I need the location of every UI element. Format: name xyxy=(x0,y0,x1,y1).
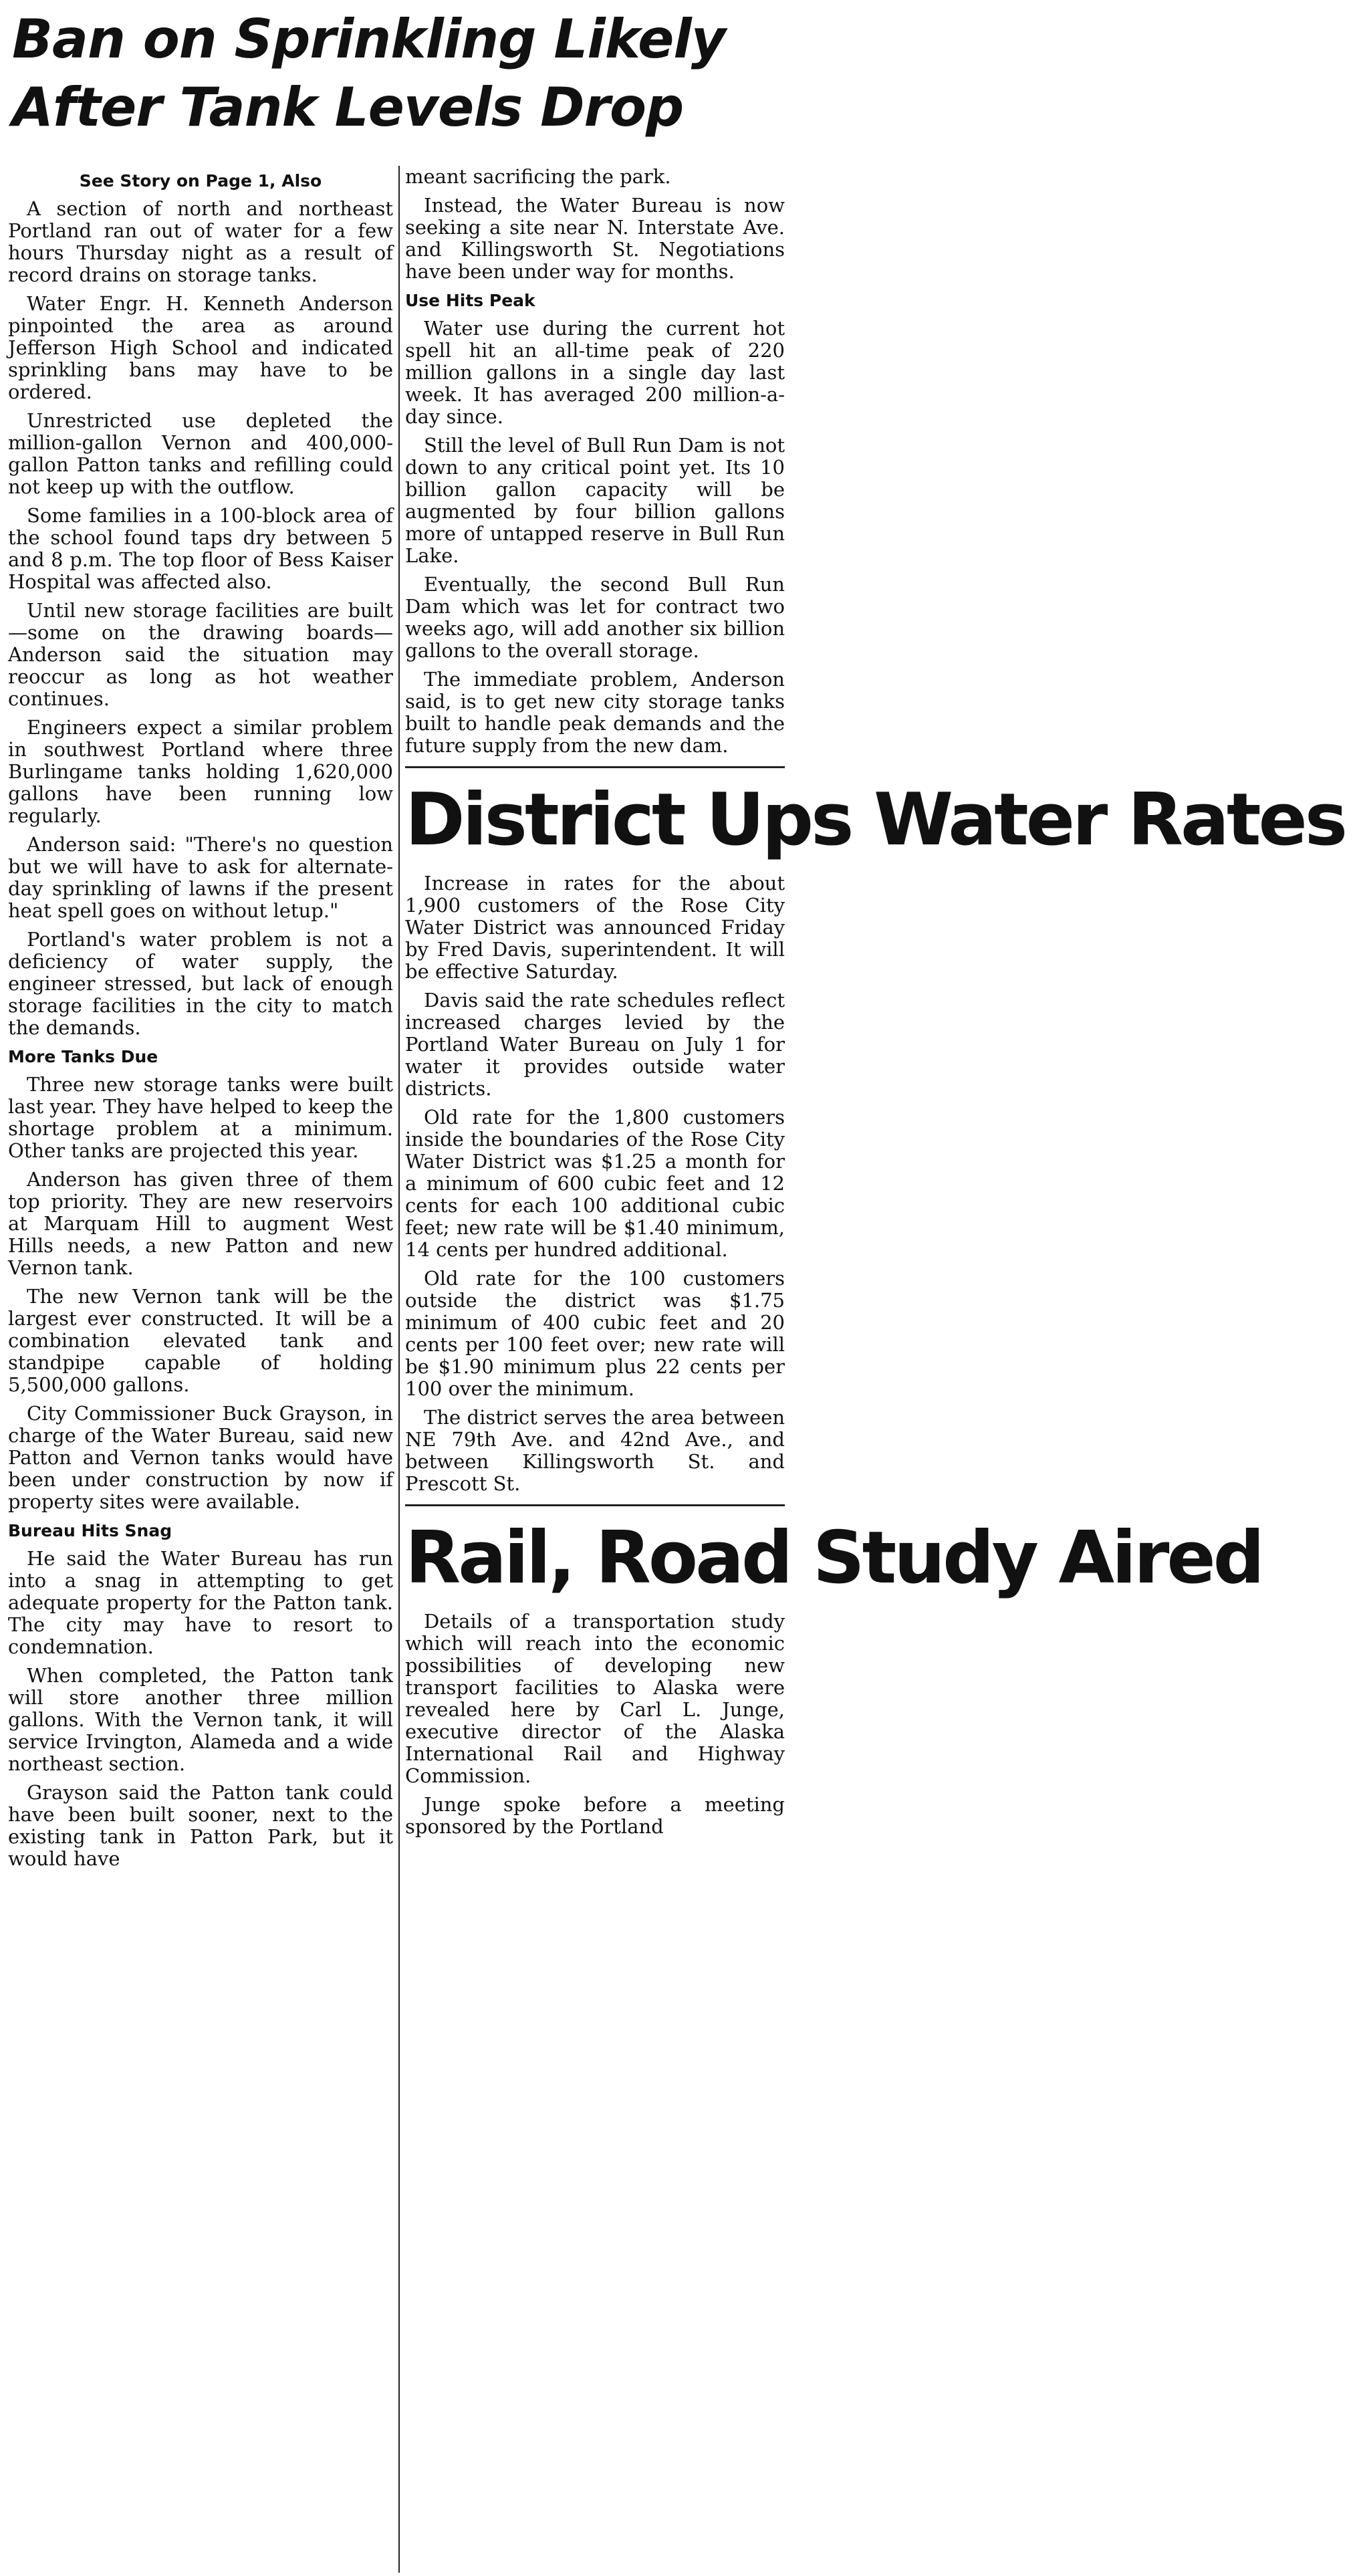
article-paragraph: Three new storage tanks were built last year. They have helped to keep the shortage problem at a minimum. Other tanks are projected this year. xyxy=(8,1073,393,1162)
column-divider xyxy=(398,166,400,2573)
article-paragraph: Grayson said the Patton tank could have been built sooner, next to the existing tank in Patton Park, but it would have xyxy=(8,1781,393,1870)
main-headline: Ban on Sprinkling Likely After Tank Levels Drop xyxy=(12,8,725,138)
article-paragraph: Instead, the Water Bureau is now seeking a site near N. Interstate Ave. and Killingsworth St. Negotiations have been under way for months. xyxy=(405,194,785,283)
see-story-note: See Story on Page 1, Also xyxy=(79,171,322,191)
article-paragraph: Portland's water problem is not a deficiency of water supply, the engineer stressed, but lack of enough storage facilities in the city to match the demands. xyxy=(8,928,393,1039)
article-paragraph: When completed, the Patton tank will store another three million gallons. With the Vernon tank, it will service Irvington, Alameda and a wide northeast section. xyxy=(8,1664,393,1775)
article-paragraph: Water use during the current hot spell hit an all-time peak of 220 million gallons in a single day last week. It has averaged 200 million-a-day since. xyxy=(405,317,785,428)
article-paragraph: Engineers expect a similar problem in southwest Portland where three Burlingame tanks holding 1,620,000 gallons have been running low regularly. xyxy=(8,716,393,827)
article-paragraph: The district serves the area between NE 79th Ave. and 42nd Ave., and between Killingsworth St. and Prescott St. xyxy=(405,1406,785,1495)
article-paragraph: Davis said the rate schedules reflect increased charges levied by the Portland Water Bureau on July 1 for water it provides outside water districts. xyxy=(405,989,785,1100)
article-paragraph: City Commissioner Buck Grayson, in charge of the Water Bureau, said new Patton and Vernon tanks would have been under construction by now if property sites were available. xyxy=(8,1402,393,1513)
article-paragraph: Anderson has given three of them top priority. They are new reservoirs at Marquam Hill to augment West Hills needs, a new Patton and new Vernon tank. xyxy=(8,1168,393,1279)
right-column xyxy=(405,165,1345,1845)
article-paragraph: meant sacrificing the park. xyxy=(405,165,671,188)
rail-road-study-aired-headline: Rail, Road Study Aired xyxy=(405,1516,1262,1600)
article-paragraph: Eventually, the second Bull Run Dam which was let for contract two weeks ago, will add another six billion gallons to the overall storage. xyxy=(405,573,785,662)
article-paragraph: The new Vernon tank will be the largest ever constructed. It will be a combination elevated tank and standpipe capable of holding 5,500,000 gallons. xyxy=(8,1285,393,1396)
left-column xyxy=(8,166,393,1877)
section-divider xyxy=(405,766,785,768)
article-paragraph: Old rate for the 1,800 customers inside the boundaries of the Rose City Water District was $1.25 a month for a minimum of 600 cubic feet and 12 cents for each 100 additional cubic feet; new rate will be $1.40 minimum, 14 cents per hundred additional. xyxy=(405,1106,785,1261)
article-paragraph: Details of a transportation study which will reach into the economic possibilities of developing new transport facilities to Alaska were revealed here by Carl L. Junge, executive director of the Alaska International Rail and Highway Commission. xyxy=(405,1610,785,1787)
article-paragraph: Water Engr. H. Kenneth Anderson pinpointed the area as around Jefferson High School and indicated sprinkling bans may have to be ordered. xyxy=(8,292,393,403)
article-paragraph: He said the Water Bureau has run into a snag in attempting to get adequate property for the Patton tank. The city may have to resort to condemnation. xyxy=(8,1547,393,1658)
article-paragraph: Anderson said: "There's no question but we will have to ask for alternate-day sprinkling of lawns if the present heat spell goes on without letup." xyxy=(8,833,393,922)
article-paragraph: A section of north and northeast Portland ran out of water for a few hours Thursday night as a result of record drains on storage tanks. xyxy=(8,197,393,286)
article-paragraph: The immediate problem, Anderson said, is to get new city storage tanks built to handle peak demands and the future supply from the new dam. xyxy=(405,668,785,757)
article-paragraph: Until new storage facilities are built—some on the drawing boards—Anderson said the situation may reoccur as long as hot weather continues. xyxy=(8,599,393,710)
article-paragraph: Unrestricted use depleted the million-gallon Vernon and 400,000-gallon Patton tanks and refilling could not keep up with the outflow. xyxy=(8,409,393,498)
subheading-more-tanks-due: More Tanks Due xyxy=(8,1047,158,1066)
subheading-bureau-hits-snag: Bureau Hits Snag xyxy=(8,1521,172,1540)
article-paragraph: Still the level of Bull Run Dam is not down to any critical point yet. Its 10 billion gallon capacity will be augmented by four billion gallons more of untapped reserve in Bull Run Lake. xyxy=(405,434,785,567)
district-ups-water-rates-headline: District Ups Water Rates xyxy=(405,778,1345,862)
article-paragraph: Old rate for the 100 customers outside the district was $1.75 minimum of 400 cubic feet and 20 cents per 100 feet over; new rate will be $1.90 minimum plus 22 cents per 100 over the minimum. xyxy=(405,1267,785,1400)
article-paragraph: Some families in a 100-block area of the school found taps dry between 5 and 8 p.m. The top floor of Bess Kaiser Hospital was affected also. xyxy=(8,504,393,593)
article-paragraph: Junge spoke before a meeting sponsored by the Portland xyxy=(405,1793,785,1838)
section-divider xyxy=(405,1504,785,1506)
subheading-use-hits-peak: Use Hits Peak xyxy=(405,291,535,310)
article-paragraph: Increase in rates for the about 1,900 customers of the Rose City Water District was announced Friday by Fred Davis, superintendent. It will be effective Saturday. xyxy=(405,872,785,983)
